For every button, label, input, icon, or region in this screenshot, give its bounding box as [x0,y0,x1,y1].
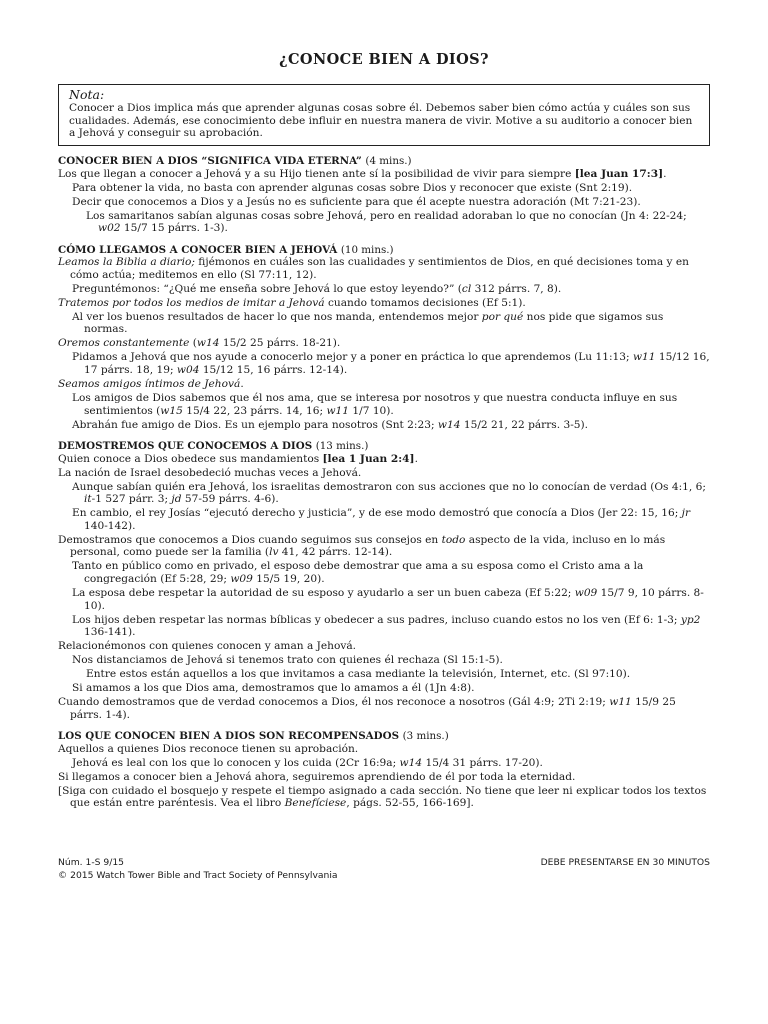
section-title: LOS QUE CONOCEN BIEN A DIOS SON RECOMPENSADOS [58,730,400,743]
outline-point-level-1: Para obtener la vida, no basta con aprender algunas cosas sobre Dios y reconocer que existe (Snt 2:19). [72,181,633,194]
section-title: CÓMO LLEGAMOS A CONOCER BIEN A JEHOVÁ [58,243,338,256]
outline-point-level-1: Nos distanciamos de Jehová si tenemos trato con quienes él rechaza (Sl 15:1-5). [72,654,503,667]
outline-point-level-1: Decir que conocemos a Dios y a Jesús no es suficiente para que él acepte nuestra adoración (Mt 7:21-23). [72,195,641,208]
outline-point-level-0: Cuando demostramos que de verdad conocemos a Dios, él nos reconoce a nosotros (Gál 4:9; 2Ti 2:19; w11 15/9 25 párrs. 1-4). [58,696,676,721]
outline-point-level-1: Si amamos a los que Dios ama, demostramos que lo amamos a él (1Jn 4:8). [72,682,475,695]
section-time: (4 mins.) [365,155,412,167]
section-time: (10 mins.) [340,243,394,256]
outline-point-level-2: Los samaritanos sabían algunas cosas sobre Jehová, pero en realidad adoraban lo que no conocían (Jn 4: 22-24; w02 15/7 15 párrs. 1-3). [86,209,687,235]
outline-point-level-0: Aquellos a quienes Dios reconoce tienen su aprobación. [58,742,359,755]
outline-point-level-1: Aunque sabían quién era Jehová, los israelitas demostraron con sus acciones que no lo conocían de verdad (Os 4:1, 6; it-1 527 párr. 3; jd 57-59 párrs. 4-6). [72,480,706,506]
section-title: CONOCER BIEN A DIOS “SIGNIFICA VIDA ETERNA” [58,155,362,167]
outline-point-level-0: Seamos amigos íntimos de Jehová. [58,378,244,391]
outline-point-level-0: Demostramos que conocemos a Dios cuando seguimos sus consejos en todo aspecto de la vida, incluso en lo más personal, como puede ser la familia (lv 41, 42 párrs. 12-14). [58,533,666,559]
note-heading: Nota: [69,87,105,102]
outline-section [58,730,710,810]
outline-point-level-0: Si llegamos a conocer bien a Jehová ahora, seguiremos aprendiendo de él por toda la eternidad. [58,770,576,783]
outline-page [58,48,710,811]
outline-point-level-2: Entre estos están aquellos a los que invitamos a casa mediante la televisión, Internet, etc. (Sl 97:10). [86,668,631,681]
section-heading [58,155,710,168]
outline-point-level-1: Jehová es leal con los que lo conocen y los cuida (2Cr 16:9a; w14 15/4 31 párrs. 17-20). [72,756,543,769]
outline-point-level-0: Quien conoce a Dios obedece sus mandamientos [lea 1 Juan 2:4]. [58,452,418,465]
outline-point-level-1: Los amigos de Dios sabemos que él nos ama, que se interesa por nosotros y que nuestra conducta influye en sus sentimientos (w15 15/4 22, 23 párrs. 14, 16; w11 1/7 10). [72,392,678,417]
outline-point-level-0: Tratemos por todos los medios de imitar a Jehová cuando tomamos decisiones (Ef 5:1). [58,296,526,309]
outline-point-level-1: Al ver los buenos resultados de hacer lo que nos manda, entendemos mejor por qué nos pide que sigamos sus normas. [72,310,664,336]
outline-point-level-0: La nación de Israel desobedeció muchas veces a Jehová. [58,466,362,479]
outline-point-level-0: Los que llegan a conocer a Jehová y a su Hijo tienen ante sí la posibilidad de vivir para siempre [lea Juan 17:3]. [58,167,667,180]
copyright: © 2015 Watch Tower Bible and Tract Society of Pennsylvania [58,870,338,881]
section-heading [58,440,710,453]
outline-point-level-1: En cambio, el rey Josías “ejecutó derecho y justicia”, y de ese modo demostró que conocía a Dios (Jer 22: 15, 16; jr 140-142). [72,507,691,532]
outline-number: Núm. 1-S 9/15 [58,857,125,868]
section-heading [58,244,710,257]
outline-point-level-1: Los hijos deben respetar las normas bíblicas y obedecer a sus padres, incluso cuando estos no los ven (Ef 6: 1-3; yp2 136-141). [72,613,701,639]
note-text: Conocer a Dios implica más que aprender algunas cosas sobre él. Debemos saber bien cómo actúa y cuáles son sus cualidades. Además, ese conocimiento debe influir en nuestra manera de vivir. Motive a su auditorio a conocer bien a Jehová y conseguir su aprobación. [69,102,693,140]
outline-point-level-1: Tanto en público como en privado, el esposo debe demostrar que ama a su esposa como el Cristo ama a la congregación (Ef 5:28, 29; w09 15/5 19, 20). [72,560,644,586]
duration-note: DEBE PRESENTARSE EN 30 MINUTOS [540,857,710,868]
outline-section [58,155,710,235]
section-title: DEMOSTREMOS QUE CONOCEMOS A DIOS [58,440,313,453]
page-title: ¿CONOCE BIEN A DIOS? [279,51,489,68]
outline-point-level-0: Oremos constantemente (w14 15/2 25 párrs. 18-21). [58,337,341,350]
outline-point-level-0: [Siga con cuidado el bosquejo y respete el tiempo asignado a cada sección. No tiene que leer ni explicar todos los textos que están entre paréntesis. Vea el libro Benefíciese, págs. 52-55, 166-169]. [58,784,707,810]
outline-point-level-1: Preguntémonos: “¿Qué me enseña sobre Jehová lo que estoy leyendo?” (cl 312 párrs. 7, 8). [72,282,562,295]
outline-sections [58,155,710,810]
page-footer [58,856,710,882]
section-time: (3 mins.) [402,730,449,743]
outline-point-level-0: Relacionémonos con quienes conocen y aman a Jehová. [58,640,357,653]
outline-section [58,244,710,431]
outline-point-level-1: Abrahán fue amigo de Dios. Es un ejemplo para nosotros (Snt 2:23; w14 15/2 21, 22 párrs. 3-5). [72,418,589,431]
section-heading [58,730,710,743]
outline-point-level-1: Pidamos a Jehová que nos ayude a conocerlo mejor y a poner en práctica lo que aprendemos (Lu 11:13; w11 15/12 16, 17 párrs. 18, 19; w04 15/12 15, 16 párrs. 12-14). [72,351,710,377]
outline-point-level-1: La esposa debe respetar la autoridad de su esposo y ayudarlo a ser un buen cabeza (Ef 5:22; w09 15/7 9, 10 párrs. 8-10). [72,587,704,612]
note-box [58,84,710,146]
outline-section [58,440,710,721]
outline-point-level-0: Leamos la Biblia a diario; fijémonos en cuáles son las cualidades y sentimientos de Dios, en qué decisiones toma y en cómo actúa; meditemos en ello (Sl 77:11, 12). [58,256,689,281]
section-time: (13 mins.) [315,440,369,453]
